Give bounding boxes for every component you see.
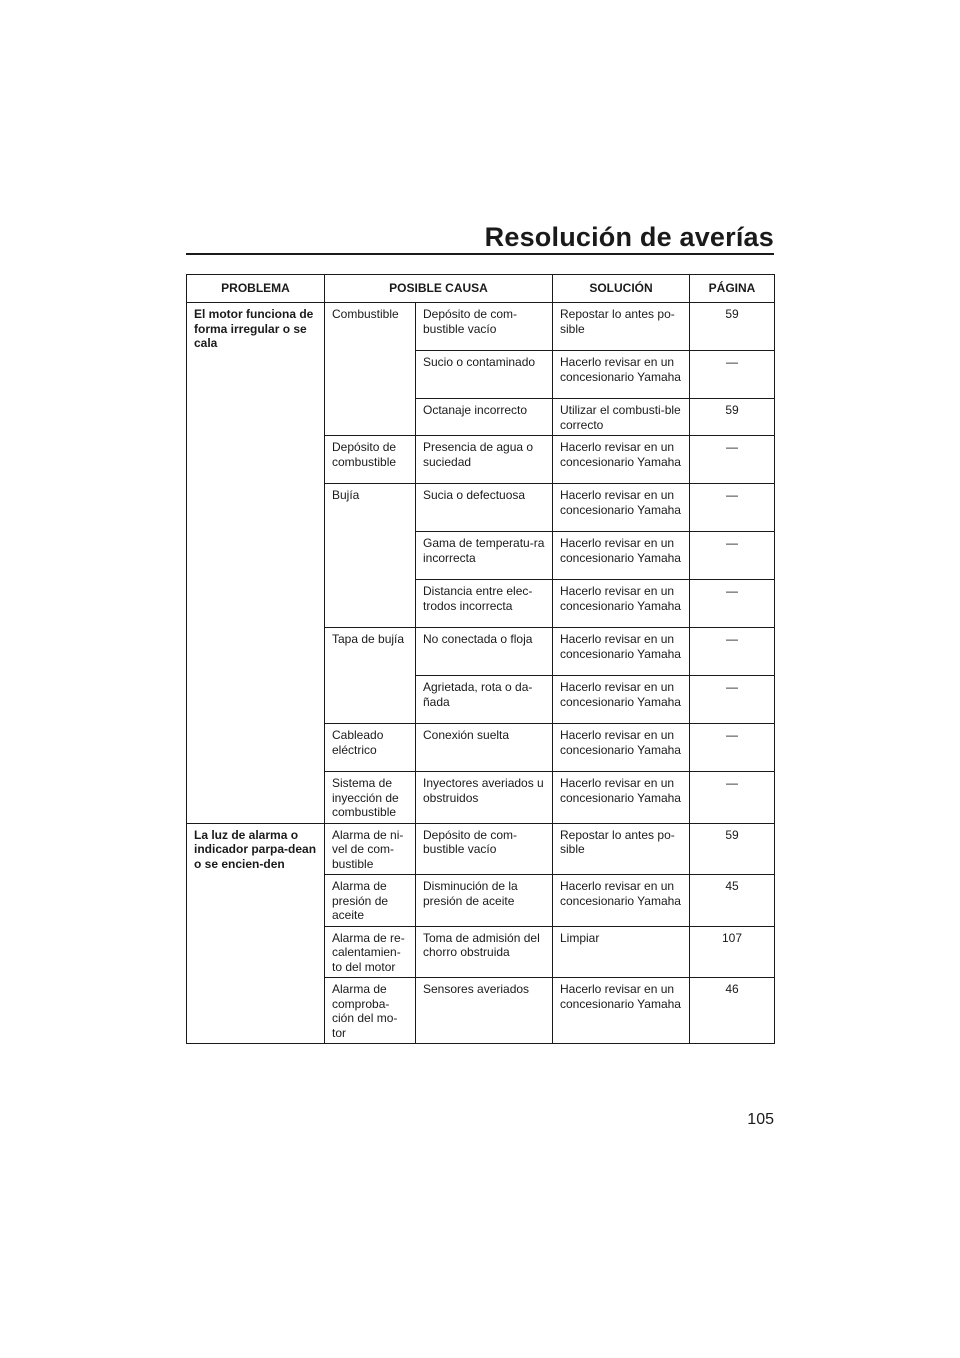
page-ref-cell: — (690, 436, 775, 484)
page-ref-cell: 46 (690, 978, 775, 1044)
cause-detail-cell: Toma de admisión del chorro obstruida (416, 926, 553, 978)
solution-cell: Hacerlo revisar en un concesionario Yamaha (553, 351, 690, 399)
troubleshooting-table (186, 274, 775, 1044)
table-row (187, 303, 775, 351)
cause-group-cell: Combustible (325, 303, 416, 436)
header-problem: PROBLEMA (187, 275, 325, 303)
cause-detail-cell: Conexión suelta (416, 724, 553, 772)
page-title: Resolución de averías (484, 222, 774, 252)
page-ref-cell: 59 (690, 399, 775, 436)
solution-cell: Hacerlo revisar en un concesionario Yamaha (553, 628, 690, 676)
page-ref-cell: — (690, 351, 775, 399)
cause-group-cell: Cableado eléctrico (325, 724, 416, 772)
cause-detail-cell: Octanaje incorrecto (416, 399, 553, 436)
cause-detail-cell: Sucio o contaminado (416, 351, 553, 399)
table-header-row (187, 275, 775, 303)
solution-cell: Hacerlo revisar en un concesionario Yamaha (553, 875, 690, 927)
page-ref-cell: — (690, 628, 775, 676)
page-ref-cell: — (690, 772, 775, 824)
problem-cell: La luz de alarma o indicador parpa-dean o se encien-den (187, 823, 325, 1044)
cause-group-cell: Tapa de bujía (325, 628, 416, 724)
solution-cell: Repostar lo antes po-sible (553, 303, 690, 351)
solution-cell: Hacerlo revisar en un concesionario Yamaha (553, 724, 690, 772)
page-ref-cell: — (690, 532, 775, 580)
cause-group-cell: Sistema de inyección de combustible (325, 772, 416, 824)
cause-detail-cell: Agrietada, rota o da-ñada (416, 676, 553, 724)
cause-detail-cell: Sucia o defectuosa (416, 484, 553, 532)
page-ref-cell: — (690, 484, 775, 532)
cause-detail-cell: Sensores averiados (416, 978, 553, 1044)
page-ref-cell: 59 (690, 303, 775, 351)
page-ref-cell: 107 (690, 926, 775, 978)
solution-cell: Limpiar (553, 926, 690, 978)
cause-detail-cell: Inyectores averiados u obstruidos (416, 772, 553, 824)
header-page: PÁGINA (690, 275, 775, 303)
cause-detail-cell: Depósito de com-bustible vacío (416, 303, 553, 351)
table-row (187, 823, 775, 875)
solution-cell: Hacerlo revisar en un concesionario Yamaha (553, 580, 690, 628)
solution-cell: Hacerlo revisar en un concesionario Yamaha (553, 978, 690, 1044)
cause-detail-cell: Presencia de agua o suciedad (416, 436, 553, 484)
solution-cell: Hacerlo revisar en un concesionario Yamaha (553, 436, 690, 484)
page-ref-cell: 59 (690, 823, 775, 875)
cause-detail-cell: Depósito de com-bustible vacío (416, 823, 553, 875)
cause-group-cell: Alarma de presión de aceite (325, 875, 416, 927)
title-rule (186, 253, 774, 255)
cause-detail-cell: Distancia entre elec-trodos incorrecta (416, 580, 553, 628)
cause-group-cell: Alarma de comproba-ción del mo-tor (325, 978, 416, 1044)
cause-group-cell: Alarma de re-calentamien-to del motor (325, 926, 416, 978)
cause-group-cell: Bujía (325, 484, 416, 628)
page-ref-cell: — (690, 676, 775, 724)
problem-cell: El motor funciona de forma irregular o se cala (187, 303, 325, 824)
cause-group-cell: Depósito de combustible (325, 436, 416, 484)
table-body (187, 303, 775, 1044)
page-ref-cell: 45 (690, 875, 775, 927)
solution-cell: Repostar lo antes po-sible (553, 823, 690, 875)
cause-detail-cell: Gama de temperatu-ra incorrecta (416, 532, 553, 580)
solution-cell: Hacerlo revisar en un concesionario Yamaha (553, 484, 690, 532)
cause-detail-cell: No conectada o floja (416, 628, 553, 676)
page-number: 105 (747, 1111, 774, 1128)
page-ref-cell: — (690, 580, 775, 628)
page-ref-cell: — (690, 724, 775, 772)
cause-group-cell: Alarma de ni-vel de com-bustible (325, 823, 416, 875)
solution-cell: Hacerlo revisar en un concesionario Yamaha (553, 676, 690, 724)
cause-detail-cell: Disminución de la presión de aceite (416, 875, 553, 927)
header-solution: SOLUCIÓN (553, 275, 690, 303)
solution-cell: Hacerlo revisar en un concesionario Yamaha (553, 532, 690, 580)
solution-cell: Hacerlo revisar en un concesionario Yamaha (553, 772, 690, 824)
solution-cell: Utilizar el combusti-ble correcto (553, 399, 690, 436)
header-cause: POSIBLE CAUSA (325, 275, 553, 303)
